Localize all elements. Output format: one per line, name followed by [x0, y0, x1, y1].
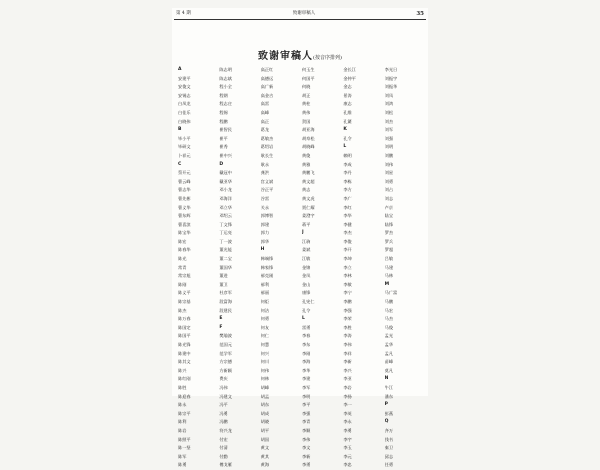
reviewer-name: 关永 [260, 204, 270, 210]
reviewer-name: 姜斌 [301, 247, 311, 253]
reviewer-name: 孔令 [301, 307, 311, 313]
reviewer-name: 郝克刚 [260, 273, 274, 279]
reviewer-name: 董光能 [219, 247, 232, 253]
reviewer-name: 莫凡 [384, 367, 394, 373]
reviewer-name: 陈杰 [178, 307, 187, 313]
reviewer-name: 刘松 [384, 109, 394, 115]
reviewer-name: 胡峰 [260, 384, 270, 390]
reviewer-name: 孟华 [384, 342, 394, 347]
name-column [302, 66, 341, 470]
reviewer-name: 符兴龙 [219, 427, 232, 433]
reviewer-name: 李华 [343, 213, 352, 219]
reviewer-name: 陈其文 [178, 359, 191, 365]
reviewer-name: 金志 [343, 84, 352, 90]
section-letter: L [301, 316, 305, 322]
reviewer-name: 耿长生 [260, 152, 274, 158]
reviewer-name: 谷雷 [260, 195, 270, 201]
reviewer-name: 范国元 [219, 342, 232, 347]
reviewer-name: 宫义斌 [260, 178, 274, 184]
reviewer-name: 董二宝 [219, 256, 232, 262]
issue-number: 第 4 期 [176, 11, 191, 16]
reviewer-name: 胡东 [260, 402, 270, 408]
reviewer-name: 安建平 [178, 75, 191, 81]
journal-page [172, 8, 428, 468]
reviewer-name: 李杰 [343, 230, 352, 236]
reviewer-name: 李平 [301, 402, 311, 408]
section-letter: A [178, 67, 182, 72]
reviewer-name: 刘军 [384, 127, 394, 133]
reviewer-name: 崔平 [219, 135, 228, 141]
reviewer-name: 韩端锋 [260, 256, 274, 262]
reviewer-name: 金仲平 [343, 75, 356, 81]
reviewer-name: 李祥 [343, 350, 352, 356]
reviewer-name: 李东 [301, 342, 311, 347]
reviewer-name: 何晓 [301, 84, 311, 90]
section-letter: Q [384, 419, 389, 425]
reviewer-name: 郭博智 [260, 213, 274, 219]
name-column [219, 66, 258, 470]
reviewer-name: 龚洪 [260, 170, 270, 176]
reviewer-name: 陈照平 [178, 436, 191, 442]
reviewer-name: 李宇 [343, 436, 352, 442]
reviewer-name: 耿永 [260, 161, 270, 167]
reviewer-name: 孟凡 [384, 350, 394, 356]
reviewer-name: 胡晓峰 [301, 144, 315, 150]
reviewer-name: 黄其 [260, 453, 270, 459]
reviewer-name: 彭燕 [384, 410, 394, 416]
reviewer-name: 胡寿松 [301, 135, 315, 141]
reviewer-name: 马广富 [384, 290, 398, 296]
reviewer-name: 高德远 [260, 75, 274, 81]
reviewer-name: 方宗德 [219, 359, 232, 365]
reviewer-name: 潘东 [384, 393, 394, 399]
reviewer-name: 曹先彬 [178, 195, 191, 201]
reviewer-name: 傅戈雁 [219, 462, 232, 468]
reviewer-name: 马建 [384, 264, 394, 270]
reviewer-name: 刘星 [384, 170, 394, 176]
reviewer-name: 黄志 [301, 187, 311, 193]
reviewer-name: 黄伟 [301, 109, 311, 115]
reviewer-name: 何仁 [260, 333, 270, 339]
reviewer-name: 胡正 [301, 92, 311, 98]
reviewer-name: 任勇 [384, 462, 394, 468]
reviewer-name: 刘鹏 [384, 152, 394, 158]
reviewer-name: 李海 [301, 359, 311, 365]
reviewer-name: 李元 [343, 453, 352, 459]
reviewer-name: 景涛 [343, 92, 352, 98]
reviewer-name: 邱志 [384, 453, 394, 459]
reviewer-name: 李永 [343, 419, 352, 425]
reviewer-name: 黄俊 [301, 152, 311, 158]
reviewer-name: 郭建 [260, 221, 270, 227]
reviewer-name: 罗超 [384, 247, 394, 253]
reviewer-name: 冯平 [219, 402, 228, 408]
section-letter: K [343, 127, 347, 133]
reviewer-name: 丁一波 [219, 238, 232, 244]
reviewer-name: 刘志 [384, 195, 394, 201]
reviewer-name: 贾仁耀 [301, 204, 315, 210]
reviewer-name: 陈国定 [178, 324, 191, 330]
reviewer-name: 郭力 [260, 230, 270, 236]
reviewer-name: 何洁 [260, 307, 270, 313]
reviewer-name: 李亚 [343, 376, 352, 382]
reviewer-name: 金锦 [301, 264, 311, 270]
reviewer-name: 安俊文 [178, 84, 191, 90]
reviewer-name: 毕研文 [178, 144, 191, 150]
reviewer-name: 付勤 [219, 453, 228, 459]
header-rule [174, 19, 426, 20]
reviewer-name: 李文 [301, 445, 311, 451]
reviewer-name: 冯伟 [219, 384, 228, 390]
reviewer-name: 黄鹏飞 [301, 170, 315, 176]
section-letter: D [219, 161, 224, 167]
reviewer-name: 秦卫 [384, 445, 394, 451]
reviewer-name: 李明 [301, 393, 311, 399]
reviewer-name: 孔维 [343, 109, 352, 115]
reviewer-name: 李春 [301, 333, 311, 339]
reviewer-name: 黄文虎 [301, 195, 315, 201]
reviewer-name: 卢京 [384, 204, 394, 210]
reviewer-name: 刘凤 [384, 92, 394, 98]
reviewer-name: 黄文 [260, 445, 270, 451]
reviewer-name: 陈迎春 [178, 393, 191, 399]
reviewer-name: 李栋 [343, 178, 352, 184]
section-letter: B [178, 127, 182, 133]
reviewer-name: 黄雅 [301, 161, 311, 167]
reviewer-name: 曹志华 [178, 187, 191, 193]
reviewer-name: 陈利 [178, 419, 187, 425]
reviewer-name: 何兴 [260, 350, 270, 356]
reviewer-name: 陆锋 [384, 221, 394, 227]
reviewer-name: 蒋平 [301, 221, 311, 227]
reviewer-name: 高金吉 [260, 92, 274, 98]
reviewer-name: 段富海 [219, 299, 232, 305]
reviewer-name: 李忠 [343, 462, 352, 468]
reviewer-name: 冯勇 [219, 410, 228, 416]
reviewer-name: 李刚 [301, 350, 311, 356]
reviewer-name: 陈胜 [178, 384, 187, 390]
reviewer-name: 何玉生 [301, 67, 315, 72]
reviewer-name: 李丹 [343, 170, 352, 176]
reviewer-name: 郝利 [260, 281, 270, 287]
name-column [178, 66, 217, 470]
reviewer-name: 何友 [260, 324, 270, 330]
reviewer-name: 陈宏 [178, 238, 187, 244]
reviewer-name: 葛敏杰 [260, 135, 274, 141]
reviewer-name: 李涛 [343, 333, 352, 339]
reviewer-name: 陆宝 [384, 213, 394, 219]
section-letter: M [384, 281, 390, 287]
reviewer-name: 刘占 [384, 187, 394, 193]
reviewer-name: 胡亚海 [301, 127, 315, 133]
reviewer-name: 胡晓 [260, 419, 270, 425]
reviewer-name: 段建民 [219, 307, 232, 313]
reviewer-name: 戴冠中 [219, 170, 232, 176]
reviewer-name: 刘振宇 [384, 75, 398, 81]
reviewer-name: 金山 [301, 281, 311, 287]
reviewer-name: 陈义平 [178, 290, 191, 296]
reviewer-name: 李强 [301, 410, 311, 416]
reviewer-name: 毕小平 [178, 135, 191, 141]
reviewer-name: 李胜 [343, 324, 352, 330]
title-subtitle: (按音序排列) [313, 55, 342, 61]
reviewer-name: 孟光 [384, 333, 394, 339]
reviewer-name: 何勇 [260, 316, 270, 322]
reviewer-name: 马林 [384, 273, 394, 279]
reviewer-name: 冯鹏 [219, 419, 228, 425]
reviewer-name: 苗峰 [384, 359, 394, 365]
reviewer-name: 刘鸿 [384, 101, 394, 107]
reviewer-name: 江敏 [301, 256, 311, 262]
reviewer-name: 胡成 [260, 410, 270, 416]
reviewer-name: 何林 [260, 376, 270, 382]
reviewer-name: 贺国 [301, 118, 311, 124]
reviewer-name: 刘振华 [384, 84, 398, 90]
reviewer-name: 刘强 [384, 135, 394, 141]
reviewer-name: 姜澄宇 [301, 213, 315, 219]
reviewer-name: 卜祥元 [178, 152, 191, 158]
reviewer-name: 崔智民 [219, 127, 232, 133]
reviewer-name: 李立 [343, 264, 352, 270]
reviewer-name: 李玉 [343, 445, 352, 451]
reviewer-name: 李伟 [301, 436, 311, 442]
reviewer-name: 高雷 [260, 101, 270, 107]
reviewer-name: 何伟 [260, 367, 270, 373]
reviewer-name: 金长江 [343, 67, 356, 72]
reviewer-name: 李扬 [343, 393, 352, 399]
reviewer-name: 丁运亮 [219, 230, 232, 236]
reviewer-name: 黄文超 [301, 178, 315, 184]
page-title: 致谢审稿人 [258, 51, 314, 62]
reviewer-name: 黄海 [260, 462, 270, 468]
reviewer-name: 李俊 [343, 238, 352, 244]
reviewer-name: 李新 [343, 359, 352, 365]
reviewer-name: 曹喜滨 [178, 221, 191, 227]
reviewer-name: 康志 [343, 101, 352, 107]
reviewer-name: 杜彦军 [219, 290, 232, 296]
reviewer-name: 罗杰 [384, 230, 394, 236]
reviewer-name: 刘伟 [384, 161, 394, 167]
reviewer-name: 邓立华 [219, 204, 232, 210]
reviewer-name: 马俊 [384, 324, 394, 330]
section-letter: H [260, 247, 265, 253]
reviewer-name: 程钢 [219, 92, 228, 98]
reviewer-name: 胡平 [260, 427, 270, 433]
reviewer-name: 高广新 [260, 84, 274, 90]
reviewer-name: 何慧 [260, 342, 270, 347]
reviewer-name: 李华 [301, 367, 311, 373]
reviewer-name: 李军 [301, 384, 311, 390]
section-letter: E [219, 316, 223, 322]
reviewer-name: 陈志明 [219, 67, 232, 72]
reviewer-name: 李建 [301, 376, 311, 382]
reviewer-name: 郝丽 [260, 290, 270, 296]
section-letter: L [343, 144, 347, 150]
reviewer-name: 江驹 [301, 238, 311, 244]
reviewer-name: 白凤龙 [178, 101, 191, 107]
reviewer-name: 陈一坚 [178, 445, 191, 451]
reviewer-name: 李伟 [343, 342, 352, 347]
reviewer-name: 费庆 [219, 376, 228, 382]
reviewer-name: 程小全 [219, 84, 232, 90]
reviewer-name: 陈红刚 [178, 376, 191, 382]
reviewer-name: 李荣 [343, 316, 352, 322]
reviewer-name: 蔡开元 [178, 170, 191, 176]
section-letter: N [384, 376, 389, 382]
reviewer-name: 孔宪仁 [301, 299, 315, 305]
reviewer-name: 葛绍岩 [260, 144, 274, 150]
reviewer-name: 邓绍云 [219, 213, 232, 219]
reviewer-name: 李兴 [343, 367, 352, 373]
reviewer-name: 李开 [343, 247, 352, 253]
reviewer-name: 崔秀 [219, 144, 228, 150]
reviewer-name: 赖明 [343, 152, 352, 158]
reviewer-name: 陈万春 [178, 316, 191, 322]
reviewer-name: 李一 [343, 402, 352, 408]
section-letter: P [384, 402, 388, 408]
reviewer-name: 董进 [219, 273, 228, 279]
reviewer-name: 常宗旭 [178, 273, 191, 279]
reviewer-name: 白佳乐 [178, 109, 191, 115]
reviewer-name: 付清 [219, 445, 228, 451]
reviewer-name: 黄柱 [301, 101, 311, 107]
reviewer-name: 陈兴 [178, 367, 187, 373]
reviewer-name: 马鹏 [384, 299, 394, 305]
reviewer-name: 曹东辉 [178, 213, 191, 219]
reviewer-name: 谷正平 [260, 187, 274, 193]
reviewer-name: 何炬 [260, 299, 270, 305]
reviewer-name: 陈军 [178, 453, 187, 459]
reviewer-name: 李勇 [301, 462, 311, 468]
title-block [172, 44, 428, 63]
reviewer-name: 陈国平 [178, 333, 191, 339]
section-letter: F [219, 324, 223, 330]
name-column [261, 66, 300, 470]
reviewer-name: 常青 [178, 264, 187, 270]
reviewer-name: 陈宗基 [178, 299, 191, 305]
reviewer-name: 齐万 [384, 427, 394, 433]
reviewer-name: 葛龙 [260, 127, 270, 133]
reviewer-name: 邓小龙 [219, 187, 232, 193]
reviewer-name: 李成 [343, 161, 352, 167]
reviewer-name: 何国平 [301, 75, 315, 81]
reviewer-name: 孔令 [343, 135, 352, 141]
reviewer-name: 白晓伟 [178, 118, 191, 124]
reviewer-name: 陈光锋 [178, 342, 191, 347]
reviewer-name-columns [178, 66, 424, 468]
reviewer-name: 李强 [343, 307, 352, 313]
reviewer-name: 马杰 [384, 316, 394, 322]
reviewer-name: 刘明 [384, 144, 394, 150]
reviewer-name: 孔繁 [343, 118, 352, 124]
reviewer-name: 李宁 [343, 290, 352, 296]
reviewer-name: 李广 [343, 195, 352, 201]
reviewer-name: 董卫 [219, 281, 228, 287]
reviewer-name: 樊瑜波 [219, 333, 232, 339]
reviewer-name: 李红 [343, 204, 352, 210]
reviewer-name: 刘杰 [384, 118, 394, 124]
reviewer-name: 戴亚华 [219, 178, 232, 184]
reviewer-name: 韩家锋 [260, 264, 274, 270]
reviewer-name: 雷勇 [301, 324, 311, 330]
reviewer-name: 高正 [260, 118, 270, 124]
reviewer-name: 马宏 [384, 307, 394, 313]
reviewer-name: 冯建文 [219, 393, 232, 399]
reviewer-name: 高峰 [260, 109, 270, 115]
reviewer-name: 程志庄 [219, 101, 232, 107]
reviewer-name: 李光日 [384, 67, 398, 72]
reviewer-name: 陈志斌 [219, 75, 232, 81]
reviewer-name: 李勇 [343, 427, 352, 433]
reviewer-name: 何川 [260, 359, 270, 365]
reviewer-name: 金凤 [301, 273, 311, 279]
section-name: 致谢审稿人 [292, 11, 316, 16]
reviewer-name: 康锋 [301, 290, 311, 296]
reviewer-name: 丁文锋 [219, 221, 232, 227]
reviewer-name: 李英 [343, 410, 352, 416]
name-column [385, 66, 424, 470]
reviewer-name: 陈刚 [178, 281, 187, 287]
reviewer-name: 李坤 [343, 256, 352, 262]
reviewer-name: 程鹏 [219, 118, 228, 124]
reviewer-name: 胡国 [260, 436, 270, 442]
reviewer-name: 曹云峰 [178, 178, 191, 184]
reviewer-name: 付宏 [219, 436, 228, 442]
reviewer-name: 李青 [301, 419, 311, 425]
reviewer-name: 李敏 [343, 281, 352, 287]
reviewer-name: 方新颖 [219, 367, 232, 373]
reviewer-name: 牛江 [384, 384, 394, 390]
reviewer-name: 陈永 [178, 402, 187, 408]
reviewer-name: 崔中兴 [219, 152, 232, 158]
reviewer-name: 邓海洋 [219, 195, 232, 201]
reviewer-name: 钱书 [384, 436, 394, 442]
reviewer-name: 曹义华 [178, 204, 191, 210]
reviewer-name: 安锡志 [178, 92, 191, 98]
reviewer-name: 高正红 [260, 67, 274, 72]
reviewer-name: 胡孟 [260, 393, 270, 399]
reviewer-name: 陈光 [178, 256, 187, 262]
name-column [343, 66, 382, 470]
reviewer-name: 罗兵 [384, 238, 394, 244]
reviewer-name: 郭华 [260, 238, 270, 244]
reviewer-name: 李健 [343, 221, 352, 227]
section-letter: J [301, 230, 304, 236]
reviewer-name: 李顺 [301, 427, 311, 433]
reviewer-name: 程锡 [219, 109, 228, 115]
reviewer-name: 陈建中 [178, 350, 191, 356]
reviewer-name: 李新 [301, 453, 311, 459]
section-letter: C [178, 161, 182, 167]
reviewer-name: 陈勇 [178, 462, 187, 468]
reviewer-name: 陈岩 [178, 427, 187, 433]
page-number: 35 [416, 11, 424, 17]
reviewer-name: 董国华 [219, 264, 232, 270]
reviewer-name: 刘勇 [384, 178, 394, 184]
reviewer-name: 范学军 [219, 350, 232, 356]
reviewer-name: 陈宝华 [178, 230, 191, 236]
reviewer-name: 陈宗平 [178, 410, 191, 416]
reviewer-name: 李林 [343, 273, 352, 279]
reviewer-name: 李鹏 [343, 299, 352, 305]
reviewer-name: 李方 [343, 187, 352, 193]
reviewer-name: 吕敏 [384, 256, 394, 262]
reviewer-name: 陈春华 [178, 247, 191, 253]
reviewer-name: 李岩 [343, 384, 352, 390]
